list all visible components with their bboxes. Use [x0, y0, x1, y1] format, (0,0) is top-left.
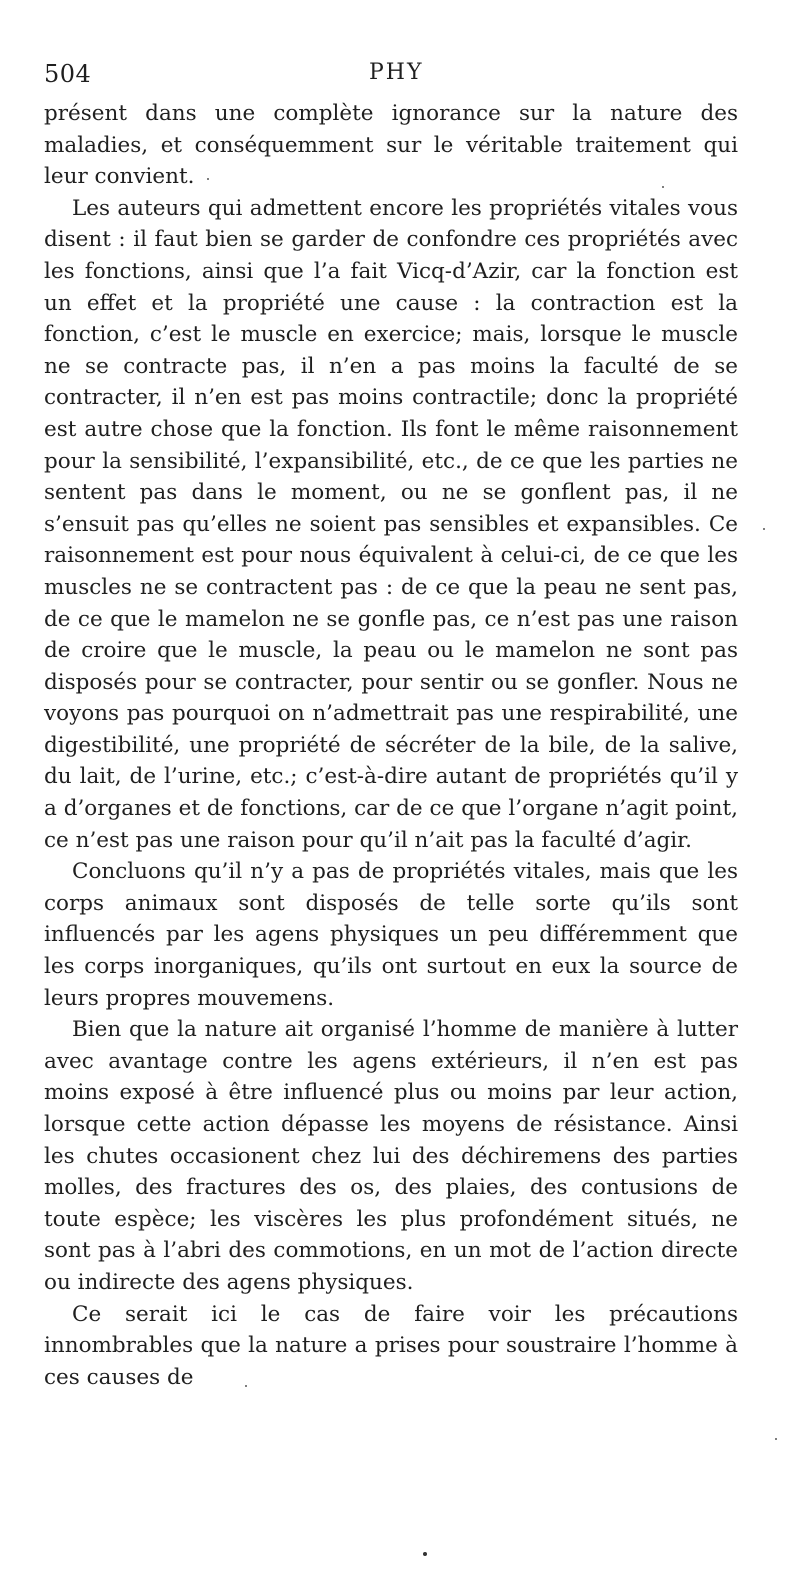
ink-speck [207, 178, 209, 180]
paragraph-external-agents: Bien que la nature ait organisé l’homme de manière à lutter avec avantage contre les agens extérieurs, il n’en est pas moins exposé à être influencé plus ou moins par leur action, lorsque cette action dépasse les moyens de résistance. Ainsi les chutes occasionent chez lui des déchiremens des parties molles, des fractures des os, des plaies, des contusions de toute espèce; les viscères les plus profondément situés, ne sont pas à l’abri des commotions, en un mot de l’action directe ou indirecte des agens physiques. [44, 1017, 738, 1295]
paragraph-precautions: Ce serait ici le cas de faire voir les précautions innombrables que la nature a prises pour soustraire l’homme à ces causes de [44, 1301, 738, 1390]
running-head: PHY [369, 60, 424, 85]
ink-speck [245, 1385, 247, 1387]
paragraph-conclusion: Concluons qu’il n’y a pas de propriétés vitales, mais que les corps animaux sont disposés de telle sorte qu’ils sont influencés par les agens physiques un peu différemment que les corps inorganiques, qu’ils ont surtout en eux la source de leurs propres mouvemens. [44, 859, 738, 1011]
paragraph-continued: présent dans une complète ignorance sur la nature des maladies, et conséquemment sur le véritable traitement qui leur convient. [44, 101, 738, 190]
ink-speck [662, 186, 664, 188]
page-number: 504 [44, 60, 92, 88]
ink-speck [775, 1438, 777, 1440]
ink-speck [763, 528, 765, 530]
ink-mark [423, 1552, 427, 1556]
body-text [44, 98, 738, 1393]
page-header [44, 60, 734, 94]
paragraph-vital-properties: Les auteurs qui admettent encore les propriétés vitales vous disent : il faut bien se garder de confondre ces propriétés avec les fonctions, ainsi que l’a fait Vicq-d’Azir, car la fonction est un effet et la propriété une cause : la contraction est la fonction, c’est le muscle en exercice; mais, lorsque le muscle ne se contracte pas, il n’en a pas moins la faculté de se contracter, il n’en est pas moins contractile; donc la propriété est autre chose que la fonction. Ils font le même raisonnement pour la sensibilité, l’expansibilité, etc., de ce que les parties ne sentent pas dans le moment, ou ne se gonflent pas, il ne s’ensuit pas qu’elles ne soient pas sensibles et expansibles. Ce raisonnement est pour nous équivalent à celui-ci, de ce que les muscles ne se contractent pas : de ce que la peau ne sent pas, de ce que le mamelon ne se gonfle pas, ce n’est pas une raison de croire que le muscle, la peau ou le mamelon ne sont pas disposés pour se contracter, pour sentir ou se gonfler. Nous ne voyons pas pourquoi on n’admettrait pas une respirabilité, une digestibilité, une propriété de sécréter de la bile, de la salive, du lait, de l’urine, etc.; c’est-à-dire autant de propriétés qu’il y a d’organes et de fonctions, car de ce que l’organe n’agit point, ce n’est pas une raison pour qu’il n’ait pas la faculté d’agir. [44, 195, 738, 853]
